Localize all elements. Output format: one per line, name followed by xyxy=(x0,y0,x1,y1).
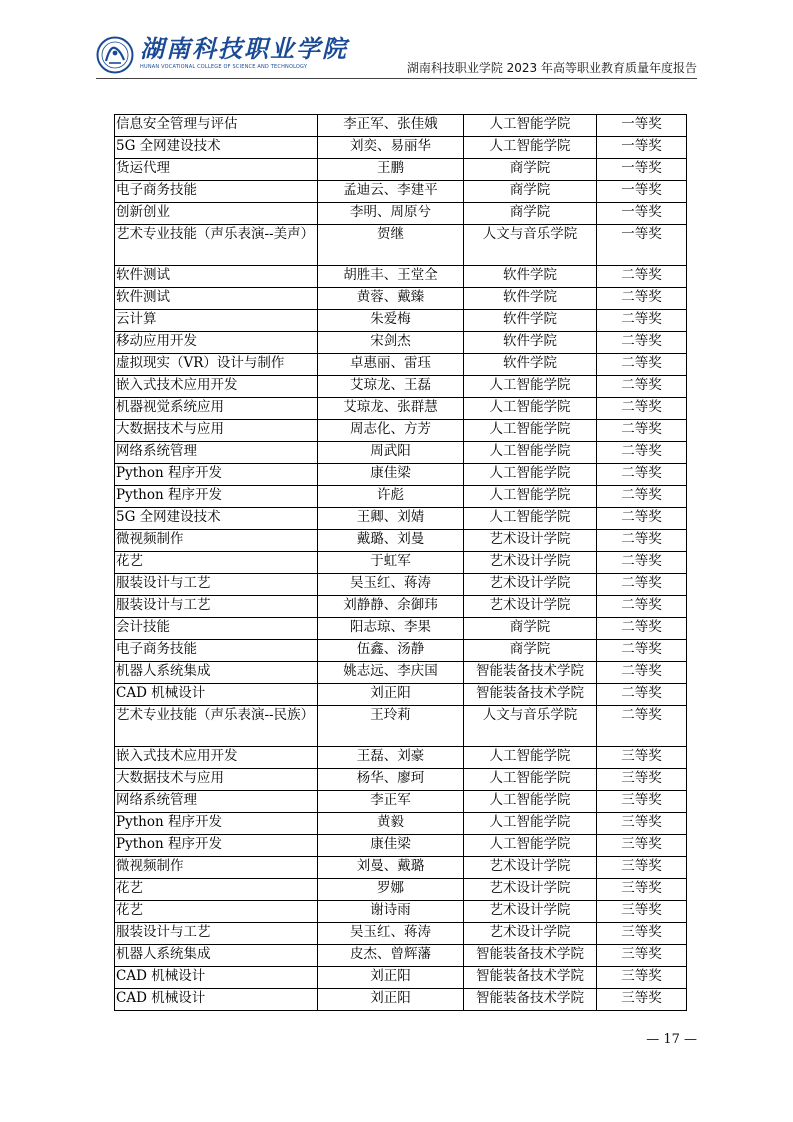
winners-cell: 刘曼、戴璐 xyxy=(318,857,464,879)
winners-cell: 伍鑫、汤静 xyxy=(318,640,464,662)
winners-cell: 戴璐、刘曼 xyxy=(318,530,464,552)
project-cell: 网络系统管理 xyxy=(115,442,318,464)
winners-cell: 艾琼龙、王磊 xyxy=(318,376,464,398)
prize-cell: 三等奖 xyxy=(597,879,687,901)
winners-cell: 康佳梁 xyxy=(318,835,464,857)
college-cell: 人工智能学院 xyxy=(464,137,597,159)
college-cell: 商学院 xyxy=(464,618,597,640)
table-row xyxy=(115,769,687,791)
prize-cell: 三等奖 xyxy=(597,747,687,769)
project-cell: 花艺 xyxy=(115,552,318,574)
project-cell: 机器人系统集成 xyxy=(115,945,318,967)
winners-cell: 贺继 xyxy=(318,225,464,266)
table-row xyxy=(115,181,687,203)
page-header xyxy=(0,0,793,82)
table-row xyxy=(115,225,687,266)
table-row xyxy=(115,203,687,225)
winners-cell: 阳志琼、李果 xyxy=(318,618,464,640)
table-row xyxy=(115,923,687,945)
college-cell: 商学院 xyxy=(464,203,597,225)
college-cell: 软件学院 xyxy=(464,332,597,354)
prize-cell: 二等奖 xyxy=(597,508,687,530)
winners-cell: 朱爱梅 xyxy=(318,310,464,332)
winners-cell: 谢诗雨 xyxy=(318,901,464,923)
prize-cell: 三等奖 xyxy=(597,923,687,945)
project-cell: 5G 全网建设技术 xyxy=(115,137,318,159)
project-cell: 软件测试 xyxy=(115,288,318,310)
college-cell: 人工智能学院 xyxy=(464,115,597,137)
winners-cell: 周志化、方芳 xyxy=(318,420,464,442)
winners-cell: 吴玉红、蒋涛 xyxy=(318,923,464,945)
winners-cell: 王鹏 xyxy=(318,159,464,181)
table-row xyxy=(115,879,687,901)
college-name: 湖南科技职业学院 xyxy=(140,34,348,63)
table-row xyxy=(115,464,687,486)
college-cell: 人工智能学院 xyxy=(464,442,597,464)
college-cell: 人工智能学院 xyxy=(464,486,597,508)
winners-cell: 皮杰、曾辉藩 xyxy=(318,945,464,967)
prize-cell: 二等奖 xyxy=(597,552,687,574)
table-row xyxy=(115,442,687,464)
prize-cell: 二等奖 xyxy=(597,640,687,662)
prize-cell: 二等奖 xyxy=(597,266,687,288)
winners-cell: 胡胜丰、王堂全 xyxy=(318,266,464,288)
college-cell: 软件学院 xyxy=(464,354,597,376)
college-cell: 人工智能学院 xyxy=(464,747,597,769)
table-row xyxy=(115,398,687,420)
table-row xyxy=(115,662,687,684)
table-row xyxy=(115,552,687,574)
winners-cell: 宋剑杰 xyxy=(318,332,464,354)
winners-cell: 罗娜 xyxy=(318,879,464,901)
project-cell: 会计技能 xyxy=(115,618,318,640)
project-cell: 创新创业 xyxy=(115,203,318,225)
college-cell: 人工智能学院 xyxy=(464,508,597,530)
winners-cell: 李明、周原兮 xyxy=(318,203,464,225)
winners-cell: 卓惠丽、雷珏 xyxy=(318,354,464,376)
prize-cell: 三等奖 xyxy=(597,945,687,967)
college-cell: 人工智能学院 xyxy=(464,464,597,486)
college-cell: 商学院 xyxy=(464,181,597,203)
table-row xyxy=(115,791,687,813)
project-cell: Python 程序开发 xyxy=(115,813,318,835)
project-cell: 花艺 xyxy=(115,879,318,901)
table-row xyxy=(115,115,687,137)
awards-table-body xyxy=(115,115,687,1011)
prize-cell: 二等奖 xyxy=(597,310,687,332)
winners-cell: 刘正阳 xyxy=(318,989,464,1011)
project-cell: 云计算 xyxy=(115,310,318,332)
college-cell: 艺术设计学院 xyxy=(464,596,597,618)
winners-cell: 艾琼龙、张群慧 xyxy=(318,398,464,420)
table-row xyxy=(115,530,687,552)
winners-cell: 周武阳 xyxy=(318,442,464,464)
college-cell: 商学院 xyxy=(464,159,597,181)
winners-cell: 杨华、廖珂 xyxy=(318,769,464,791)
table-row xyxy=(115,574,687,596)
table-row xyxy=(115,420,687,442)
college-cell: 艺术设计学院 xyxy=(464,879,597,901)
project-cell: 服装设计与工艺 xyxy=(115,923,318,945)
prize-cell: 二等奖 xyxy=(597,354,687,376)
prize-cell: 三等奖 xyxy=(597,769,687,791)
table-row xyxy=(115,508,687,530)
winners-cell: 许彪 xyxy=(318,486,464,508)
winners-cell: 康佳梁 xyxy=(318,464,464,486)
project-cell: 软件测试 xyxy=(115,266,318,288)
college-name-en: HUNAN VOCATIONAL COLLEGE OF SCIENCE AND TECHNOLOGY xyxy=(140,64,308,70)
table-row xyxy=(115,640,687,662)
prize-cell: 二等奖 xyxy=(597,332,687,354)
college-cell: 智能装备技术学院 xyxy=(464,945,597,967)
project-cell: 服装设计与工艺 xyxy=(115,596,318,618)
project-cell: Python 程序开发 xyxy=(115,835,318,857)
prize-cell: 三等奖 xyxy=(597,967,687,989)
page-number: — 17 — xyxy=(646,1032,697,1047)
college-cell: 人工智能学院 xyxy=(464,769,597,791)
project-cell: 虚拟现实（VR）设计与制作 xyxy=(115,354,318,376)
college-cell: 人文与音乐学院 xyxy=(464,225,597,266)
prize-cell: 二等奖 xyxy=(597,596,687,618)
college-cell: 艺术设计学院 xyxy=(464,574,597,596)
prize-cell: 二等奖 xyxy=(597,442,687,464)
college-cell: 人工智能学院 xyxy=(464,813,597,835)
college-cell: 商学院 xyxy=(464,640,597,662)
college-cell: 智能装备技术学院 xyxy=(464,684,597,706)
prize-cell: 一等奖 xyxy=(597,203,687,225)
college-cell: 艺术设计学院 xyxy=(464,857,597,879)
project-cell: 5G 全网建设技术 xyxy=(115,508,318,530)
table-row xyxy=(115,747,687,769)
winners-cell: 刘静静、余御玮 xyxy=(318,596,464,618)
winners-cell: 吴玉红、蒋涛 xyxy=(318,574,464,596)
project-cell: 嵌入式技术应用开发 xyxy=(115,376,318,398)
prize-cell: 二等奖 xyxy=(597,420,687,442)
project-cell: 嵌入式技术应用开发 xyxy=(115,747,318,769)
prize-cell: 二等奖 xyxy=(597,398,687,420)
college-cell: 软件学院 xyxy=(464,310,597,332)
winners-cell: 刘正阳 xyxy=(318,684,464,706)
project-cell: 移动应用开发 xyxy=(115,332,318,354)
college-cell: 人工智能学院 xyxy=(464,835,597,857)
college-cell: 软件学院 xyxy=(464,266,597,288)
project-cell: 信息安全管理与评估 xyxy=(115,115,318,137)
table-row xyxy=(115,813,687,835)
college-logo-icon xyxy=(96,36,134,74)
college-cell: 艺术设计学院 xyxy=(464,530,597,552)
college-cell: 人工智能学院 xyxy=(464,376,597,398)
college-brand xyxy=(140,34,348,70)
prize-cell: 一等奖 xyxy=(597,137,687,159)
project-cell: CAD 机械设计 xyxy=(115,967,318,989)
table-row xyxy=(115,901,687,923)
prize-cell: 三等奖 xyxy=(597,857,687,879)
project-cell: Python 程序开发 xyxy=(115,486,318,508)
project-cell: 货运代理 xyxy=(115,159,318,181)
prize-cell: 二等奖 xyxy=(597,662,687,684)
prize-cell: 二等奖 xyxy=(597,706,687,747)
project-cell: 艺术专业技能（声乐表演--美声） xyxy=(115,225,318,266)
prize-cell: 三等奖 xyxy=(597,813,687,835)
table-row xyxy=(115,332,687,354)
prize-cell: 二等奖 xyxy=(597,574,687,596)
project-cell: 微视频制作 xyxy=(115,857,318,879)
college-cell: 艺术设计学院 xyxy=(464,923,597,945)
winners-cell: 李正军 xyxy=(318,791,464,813)
winners-cell: 孟迪云、李建平 xyxy=(318,181,464,203)
winners-cell: 王磊、刘豪 xyxy=(318,747,464,769)
winners-cell: 姚志远、李庆国 xyxy=(318,662,464,684)
project-cell: CAD 机械设计 xyxy=(115,989,318,1011)
project-cell: 服装设计与工艺 xyxy=(115,574,318,596)
winners-cell: 黄毅 xyxy=(318,813,464,835)
table-row xyxy=(115,857,687,879)
college-cell: 软件学院 xyxy=(464,288,597,310)
prize-cell: 二等奖 xyxy=(597,376,687,398)
college-cell: 人文与音乐学院 xyxy=(464,706,597,747)
project-cell: 艺术专业技能（声乐表演--民族） xyxy=(115,706,318,747)
table-row xyxy=(115,288,687,310)
prize-cell: 一等奖 xyxy=(597,159,687,181)
table-row xyxy=(115,706,687,747)
prize-cell: 一等奖 xyxy=(597,225,687,266)
college-cell: 艺术设计学院 xyxy=(464,901,597,923)
prize-cell: 二等奖 xyxy=(597,464,687,486)
college-cell: 人工智能学院 xyxy=(464,791,597,813)
prize-cell: 二等奖 xyxy=(597,486,687,508)
prize-cell: 三等奖 xyxy=(597,835,687,857)
project-cell: 电子商务技能 xyxy=(115,640,318,662)
winners-cell: 刘正阳 xyxy=(318,967,464,989)
prize-cell: 二等奖 xyxy=(597,288,687,310)
college-cell: 人工智能学院 xyxy=(464,420,597,442)
prize-cell: 三等奖 xyxy=(597,901,687,923)
prize-cell: 二等奖 xyxy=(597,684,687,706)
project-cell: 大数据技术与应用 xyxy=(115,769,318,791)
project-cell: 大数据技术与应用 xyxy=(115,420,318,442)
table-row xyxy=(115,137,687,159)
prize-cell: 一等奖 xyxy=(597,115,687,137)
project-cell: Python 程序开发 xyxy=(115,464,318,486)
table-row xyxy=(115,376,687,398)
project-cell: 花艺 xyxy=(115,901,318,923)
project-cell: 电子商务技能 xyxy=(115,181,318,203)
prize-cell: 二等奖 xyxy=(597,530,687,552)
table-row xyxy=(115,596,687,618)
college-cell: 艺术设计学院 xyxy=(464,552,597,574)
project-cell: CAD 机械设计 xyxy=(115,684,318,706)
prize-cell: 三等奖 xyxy=(597,791,687,813)
winners-cell: 刘奕、易丽华 xyxy=(318,137,464,159)
table-row xyxy=(115,835,687,857)
project-cell: 机器视觉系统应用 xyxy=(115,398,318,420)
college-cell: 智能装备技术学院 xyxy=(464,662,597,684)
table-row xyxy=(115,354,687,376)
table-row xyxy=(115,967,687,989)
college-cell: 人工智能学院 xyxy=(464,398,597,420)
winners-cell: 李正军、张佳娥 xyxy=(318,115,464,137)
table-row xyxy=(115,159,687,181)
prize-cell: 二等奖 xyxy=(597,618,687,640)
winners-cell: 黄蓉、戴臻 xyxy=(318,288,464,310)
table-row xyxy=(115,266,687,288)
winners-cell: 于虹军 xyxy=(318,552,464,574)
college-cell: 智能装备技术学院 xyxy=(464,989,597,1011)
winners-cell: 王卿、刘婧 xyxy=(318,508,464,530)
table-row xyxy=(115,618,687,640)
prize-cell: 一等奖 xyxy=(597,181,687,203)
prize-cell: 三等奖 xyxy=(597,989,687,1011)
table-row xyxy=(115,486,687,508)
project-cell: 机器人系统集成 xyxy=(115,662,318,684)
report-title: 湖南科技职业学院 2023 年高等职业教育质量年度报告 xyxy=(406,61,697,75)
table-row xyxy=(115,989,687,1011)
winners-cell: 王玲莉 xyxy=(318,706,464,747)
table-row xyxy=(115,310,687,332)
college-cell: 智能装备技术学院 xyxy=(464,967,597,989)
project-cell: 网络系统管理 xyxy=(115,791,318,813)
table-row xyxy=(115,684,687,706)
project-cell: 微视频制作 xyxy=(115,530,318,552)
table-row xyxy=(115,945,687,967)
header-divider xyxy=(96,78,697,79)
awards-table xyxy=(114,114,687,1011)
